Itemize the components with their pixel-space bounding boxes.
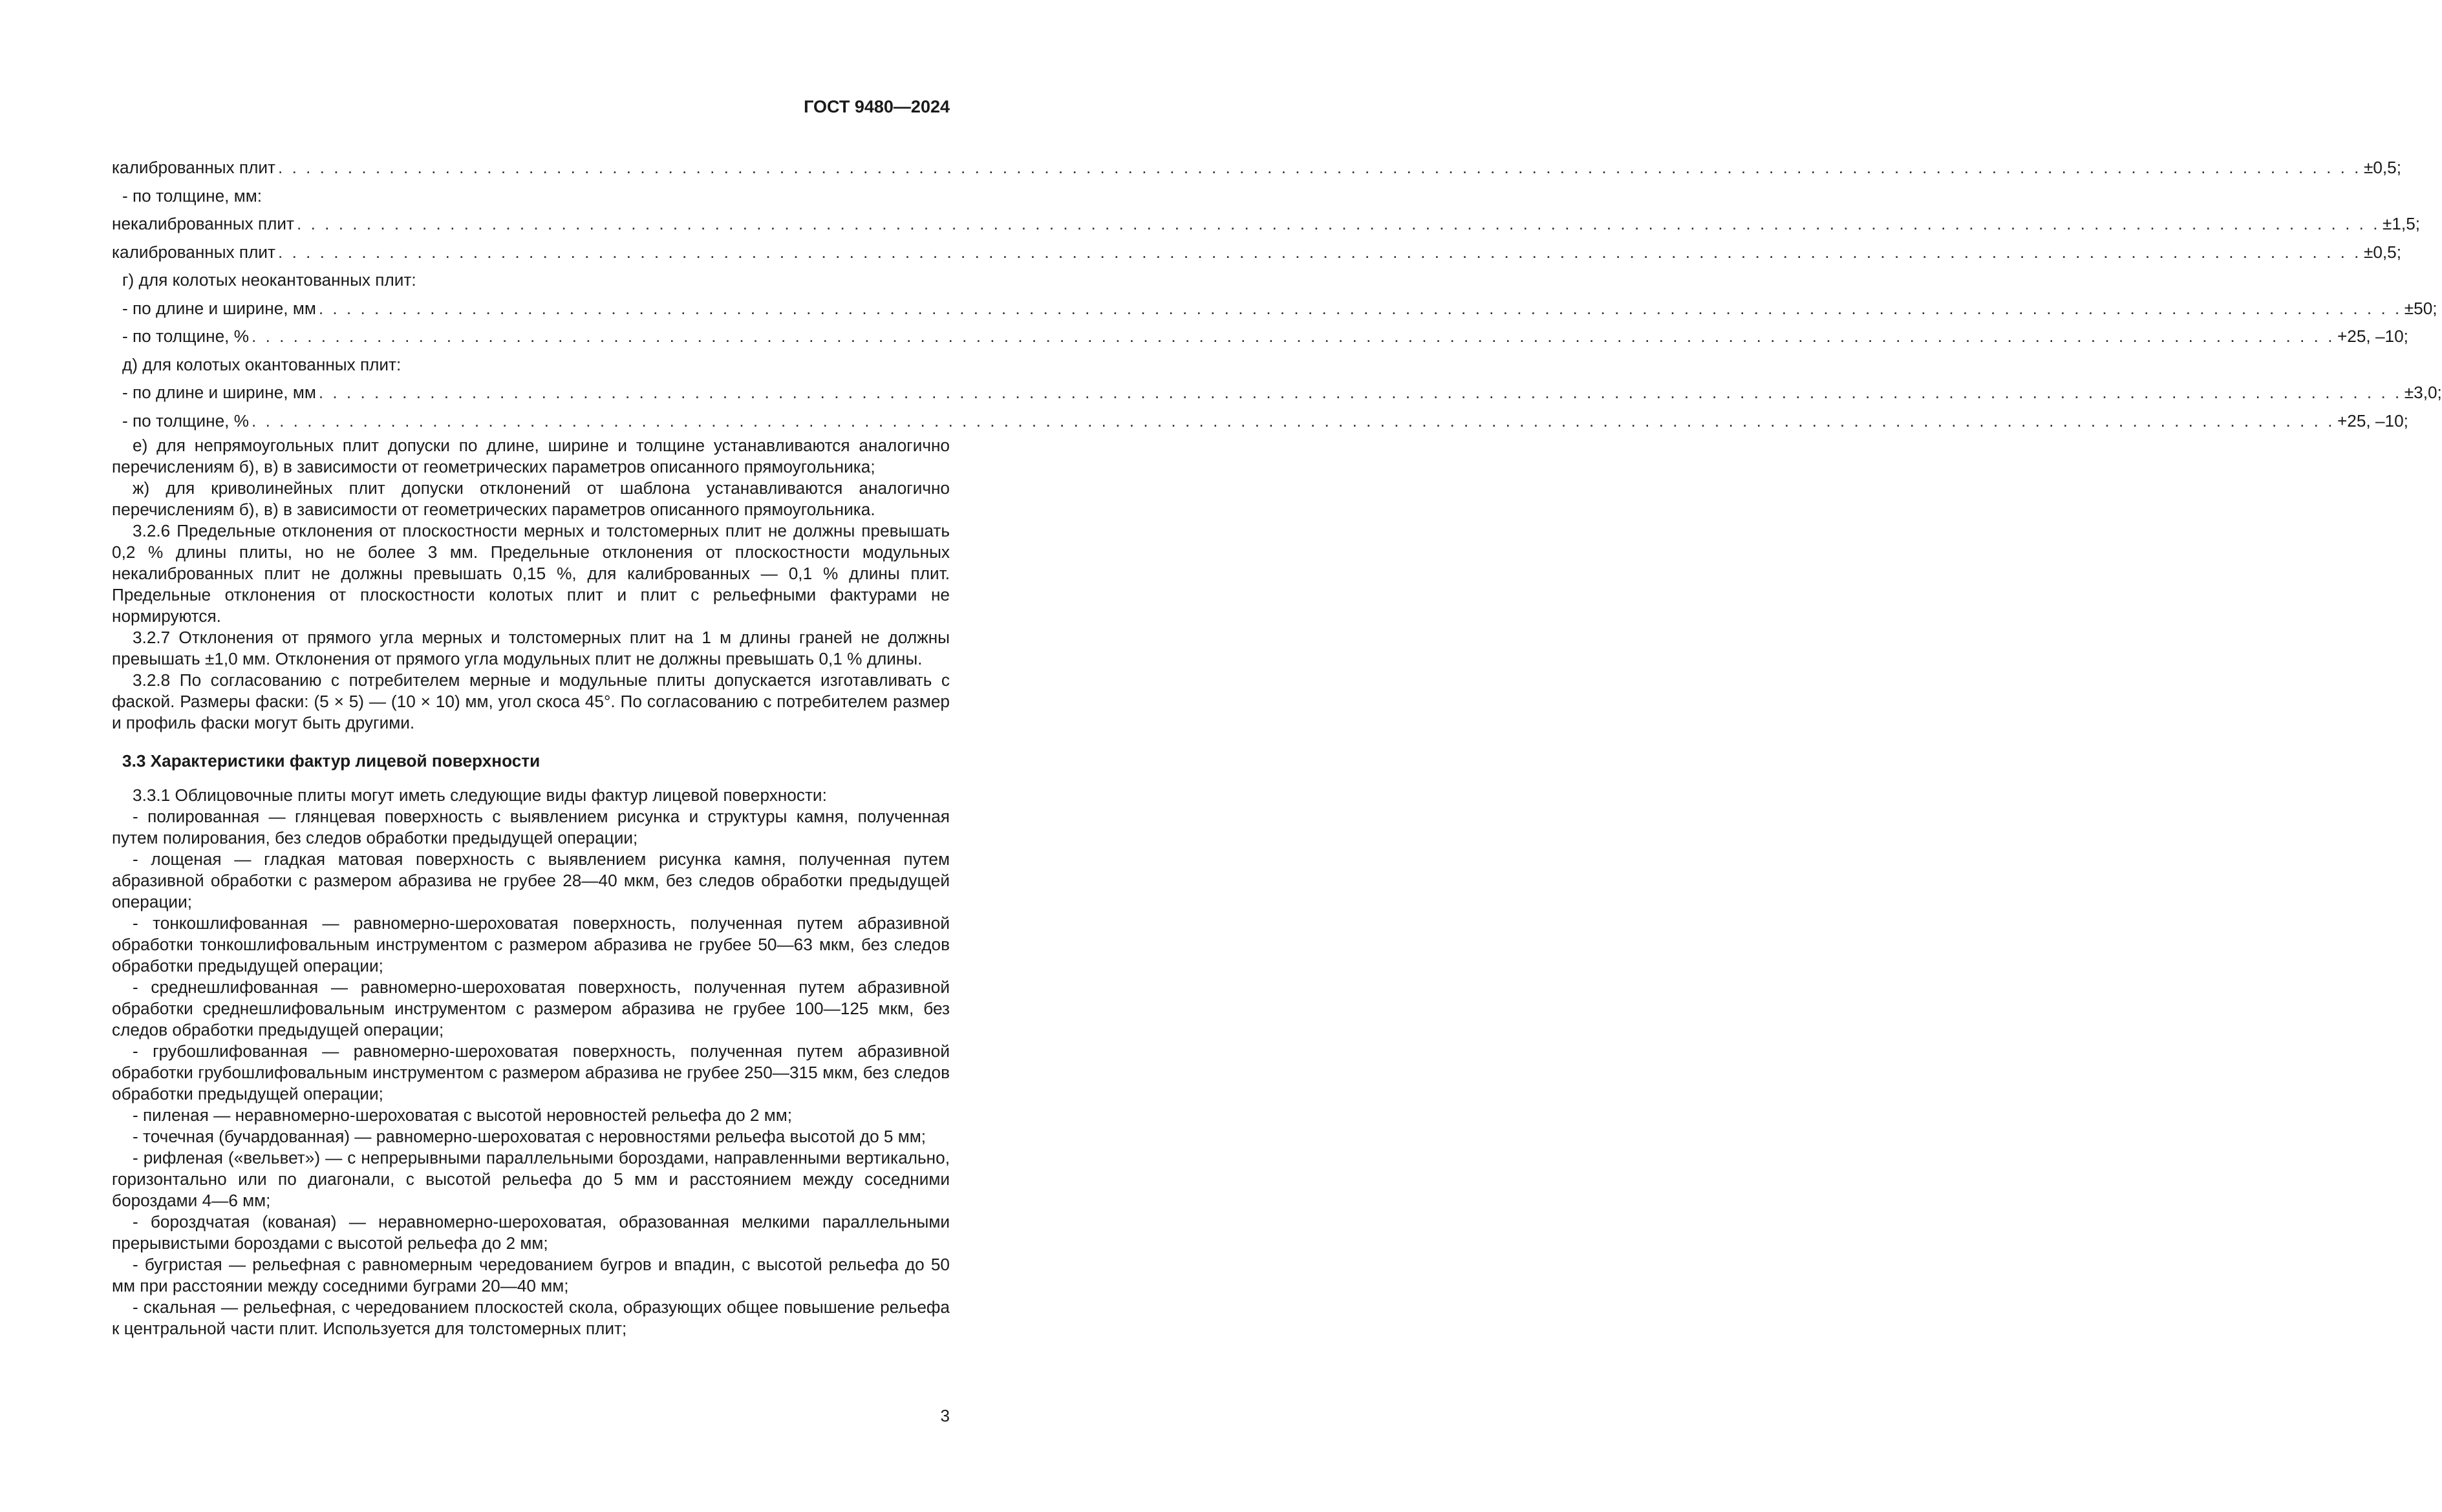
paragraph: - скальная — рельефная, с чередованием плоскостей скола, образующих общее повышение рельефа к центральной части плит. Используется для толстомерных плит; bbox=[112, 1297, 950, 1338]
dot-leader: . . . . . . . . . . . . . . . . . . . . . . . . . . . . . . . . . . . . . . . . . . . . . . . . . . . . . . . . . . . . . . . . . . . . . . . . . . . . . . . . . . . . . . . . . . . . . . . . . . . . . . . . . . . . . . . . . . . . . . . . . . . . . . . . . . . . . . . . . . . . . . . . . . . . . . bbox=[278, 158, 2361, 177]
tolerance-line bbox=[112, 351, 950, 379]
dot-leader: . . . . . . . . . . . . . . . . . . . . . . . . . . . . . . . . . . . . . . . . . . . . . . . . . . . . . . . . . . . . . . . . . . . . . . . . . . . . . . . . . . . . . . . . . . . . . . . . . . . . . . . . . . . . . . . . . . . . . . . . . . . . . . . . . . . . . . . . . . . . . . . . . . . . . . bbox=[252, 410, 2335, 431]
tolerance-value: ±0,5; bbox=[2363, 242, 2402, 262]
tolerance-label: д) для колотых окантованных плит: bbox=[122, 354, 402, 374]
paragraph: - бугристая — рельефная с равномерным чередованием бугров и впадин, с высотой рельефа до 50 мм при расстоянии между соседними буграми 20—40 мм; bbox=[112, 1255, 950, 1295]
tolerance-label: г) для колотых неокантованных плит: bbox=[122, 270, 416, 290]
paragraph: 3.3.1 Облицовочные плиты могут иметь следующие виды фактур лицевой поверхности: bbox=[133, 785, 827, 805]
paragraph: - тонкошлифованная — равномерно-шероховатая поверхность, полученная путем абразивной обработки тонкошлифовальным инструментом с размером абразива не грубее 50—63 мкм, без следов обработки предыдущей операции; bbox=[112, 913, 950, 975]
tolerance-label: - по толщине, % bbox=[122, 410, 250, 431]
tolerance-line bbox=[112, 379, 2442, 407]
tolerance-list bbox=[112, 154, 2442, 435]
tolerance-value: ±0,5; bbox=[2363, 158, 2402, 177]
tolerance-line bbox=[112, 210, 2421, 239]
tolerance-label: - по толщине, мм: bbox=[122, 186, 262, 206]
dot-leader: . . . . . . . . . . . . . . . . . . . . . . . . . . . . . . . . . . . . . . . . . . . . . . . . . . . . . . . . . . . . . . . . . . . . . . . . . . . . . . . . . . . . . . . . . . . . . . . . . . . . . . . . . . . . . . . . . . . . . . . . . . . . . . . . . . . . . . . . . . . . . . . . . . . . . . bbox=[297, 214, 2380, 233]
tolerance-value: ±50; bbox=[2404, 298, 2437, 318]
dot-leader: . . . . . . . . . . . . . . . . . . . . . . . . . . . . . . . . . . . . . . . . . . . . . . . . . . . . . . . . . . . . . . . . . . . . . . . . . . . . . . . . . . . . . . . . . . . . . . . . . . . . . . . . . . . . . . . . . . . . . . . . . . . . . . . . . . . . . . . . . . . . . . . . . . . . . . bbox=[318, 298, 2402, 318]
paragraph: - пиленая — неравномерно-шероховатая с высотой неровностей рельефа до 2 мм; bbox=[133, 1105, 793, 1125]
paragraph: 3.2.8 По согласованию с потребителем мерные и модульные плиты допускается изготавливать с фаской. Размеры фаски: (5 × 5) — (10 × 10) мм, угол скоса 45°. По согласованию с потребителем размер и профиль фаски могут быть другими. bbox=[112, 670, 950, 732]
tolerance-value: +25, –10; bbox=[2337, 410, 2408, 431]
tolerance-label: некалиброванных плит bbox=[112, 214, 295, 233]
tolerance-value: ±1,5; bbox=[2383, 214, 2421, 233]
paragraph: 3.2.7 Отклонения от прямого угла мерных и толстомерных плит на 1 м длины граней не должны превышать ±1,0 мм. Отклонения от прямого угла модульных плит не должны превышать 0,1 % длины. bbox=[112, 628, 950, 668]
paragraphs-section-3-3 bbox=[112, 785, 950, 1339]
dot-leader: . . . . . . . . . . . . . . . . . . . . . . . . . . . . . . . . . . . . . . . . . . . . . . . . . . . . . . . . . . . . . . . . . . . . . . . . . . . . . . . . . . . . . . . . . . . . . . . . . . . . . . . . . . . . . . . . . . . . . . . . . . . . . . . . . . . . . . . . . . . . . . . . . . . . . . bbox=[278, 242, 2361, 262]
paragraph: - лощеная — гладкая матовая поверхность с выявлением рисунка камня, полученная путем абразивной обработки с размером абразива не грубее 28—40 мкм, без следов обработки предыдущей операции; bbox=[112, 849, 950, 911]
paragraph: - грубошлифованная — равномерно-шероховатая поверхность, полученная путем абразивной обработки грубошлифовальным инструментом с размером абразива не грубее 250—315 мкм, без следов обработки предыдущей операции; bbox=[112, 1041, 950, 1103]
tolerance-value: +25, –10; bbox=[2337, 326, 2408, 346]
dot-leader: . . . . . . . . . . . . . . . . . . . . . . . . . . . . . . . . . . . . . . . . . . . . . . . . . . . . . . . . . . . . . . . . . . . . . . . . . . . . . . . . . . . . . . . . . . . . . . . . . . . . . . . . . . . . . . . . . . . . . . . . . . . . . . . . . . . . . . . . . . . . . . . . . . . . . . bbox=[318, 383, 2402, 402]
page-number: 3 bbox=[940, 1406, 950, 1425]
paragraphs-section-3-2 bbox=[112, 435, 950, 734]
tolerance-line bbox=[112, 295, 2437, 323]
tolerance-label: - по длине и ширине, мм bbox=[122, 383, 316, 402]
tolerance-label: - по толщине, % bbox=[122, 326, 250, 346]
tolerance-line bbox=[112, 239, 2402, 267]
page-content bbox=[112, 154, 2442, 1339]
paragraph: ж) для криволинейных плит допуски отклонений от шаблона устанавливаются аналогично перечислениям б), в) в зависимости от геометрических параметров описанного прямоугольника. bbox=[112, 478, 950, 519]
paragraph: - бороздчатая (кованая) — неравномерно-шероховатая, образованная мелкими параллельными прерывистыми бороздами с высотой рельефа до 2 мм; bbox=[112, 1212, 950, 1253]
paragraph: - точечная (бучардованная) — равномерно-шероховатая с неровностями рельефа высотой до 5 мм; bbox=[133, 1127, 926, 1146]
document-header: ГОСТ 9480—2024 bbox=[804, 97, 950, 116]
tolerance-value: ±3,0; bbox=[2404, 383, 2442, 402]
tolerance-line bbox=[112, 407, 2408, 436]
tolerance-line bbox=[112, 266, 950, 295]
paragraph: 3.2.6 Предельные отклонения от плоскостности мерных и толстомерных плит не должны превышать 0,2 % длины плиты, но не более 3 мм. Предельные отклонения от плоскостности модульных некалиброванных плит не должны превышать 0,15 %, для калиброванных — 0,1 % длины плит. Предельные отклонения от плоскостности колотых плит и плит с рельефными фактурами не нормируются. bbox=[112, 521, 950, 626]
tolerance-line bbox=[112, 323, 2408, 351]
paragraph: - полированная — глянцевая поверхность с выявлением рисунка и структуры камня, полученная путем полирования, без следов обработки предыдущей операции; bbox=[112, 807, 950, 847]
tolerance-label: - по длине и ширине, мм bbox=[122, 298, 316, 318]
paragraph: е) для непрямоугольных плит допуски по длине, ширине и толщине устанавливаются аналогично перечислениям б), в) в зависимости от геометрических параметров описанного прямоугольника; bbox=[112, 436, 950, 476]
tolerance-line bbox=[112, 182, 950, 211]
section-heading: 3.3 Характеристики фактур лицевой поверхности bbox=[122, 751, 541, 771]
tolerance-line bbox=[112, 154, 2402, 182]
dot-leader: . . . . . . . . . . . . . . . . . . . . . . . . . . . . . . . . . . . . . . . . . . . . . . . . . . . . . . . . . . . . . . . . . . . . . . . . . . . . . . . . . . . . . . . . . . . . . . . . . . . . . . . . . . . . . . . . . . . . . . . . . . . . . . . . . . . . . . . . . . . . . . . . . . . . . . bbox=[252, 326, 2335, 346]
tolerance-label: калиброванных плит bbox=[112, 242, 276, 262]
tolerance-label: калиброванных плит bbox=[112, 158, 276, 177]
paragraph: - среднешлифованная — равномерно-шероховатая поверхность, полученная путем абразивной обработки среднешлифовальным инструментом с размером абразива не грубее 100—125 мкм, без следов обработки предыдущей операции; bbox=[112, 977, 950, 1039]
paragraph: - рифленая («вельвет») — с непрерывными параллельными бороздами, направленными вертикально, горизонтально или по диагонали, с высотой рельефа до 5 мм и расстоянием между соседними бороздами 4—6 мм; bbox=[112, 1148, 950, 1210]
